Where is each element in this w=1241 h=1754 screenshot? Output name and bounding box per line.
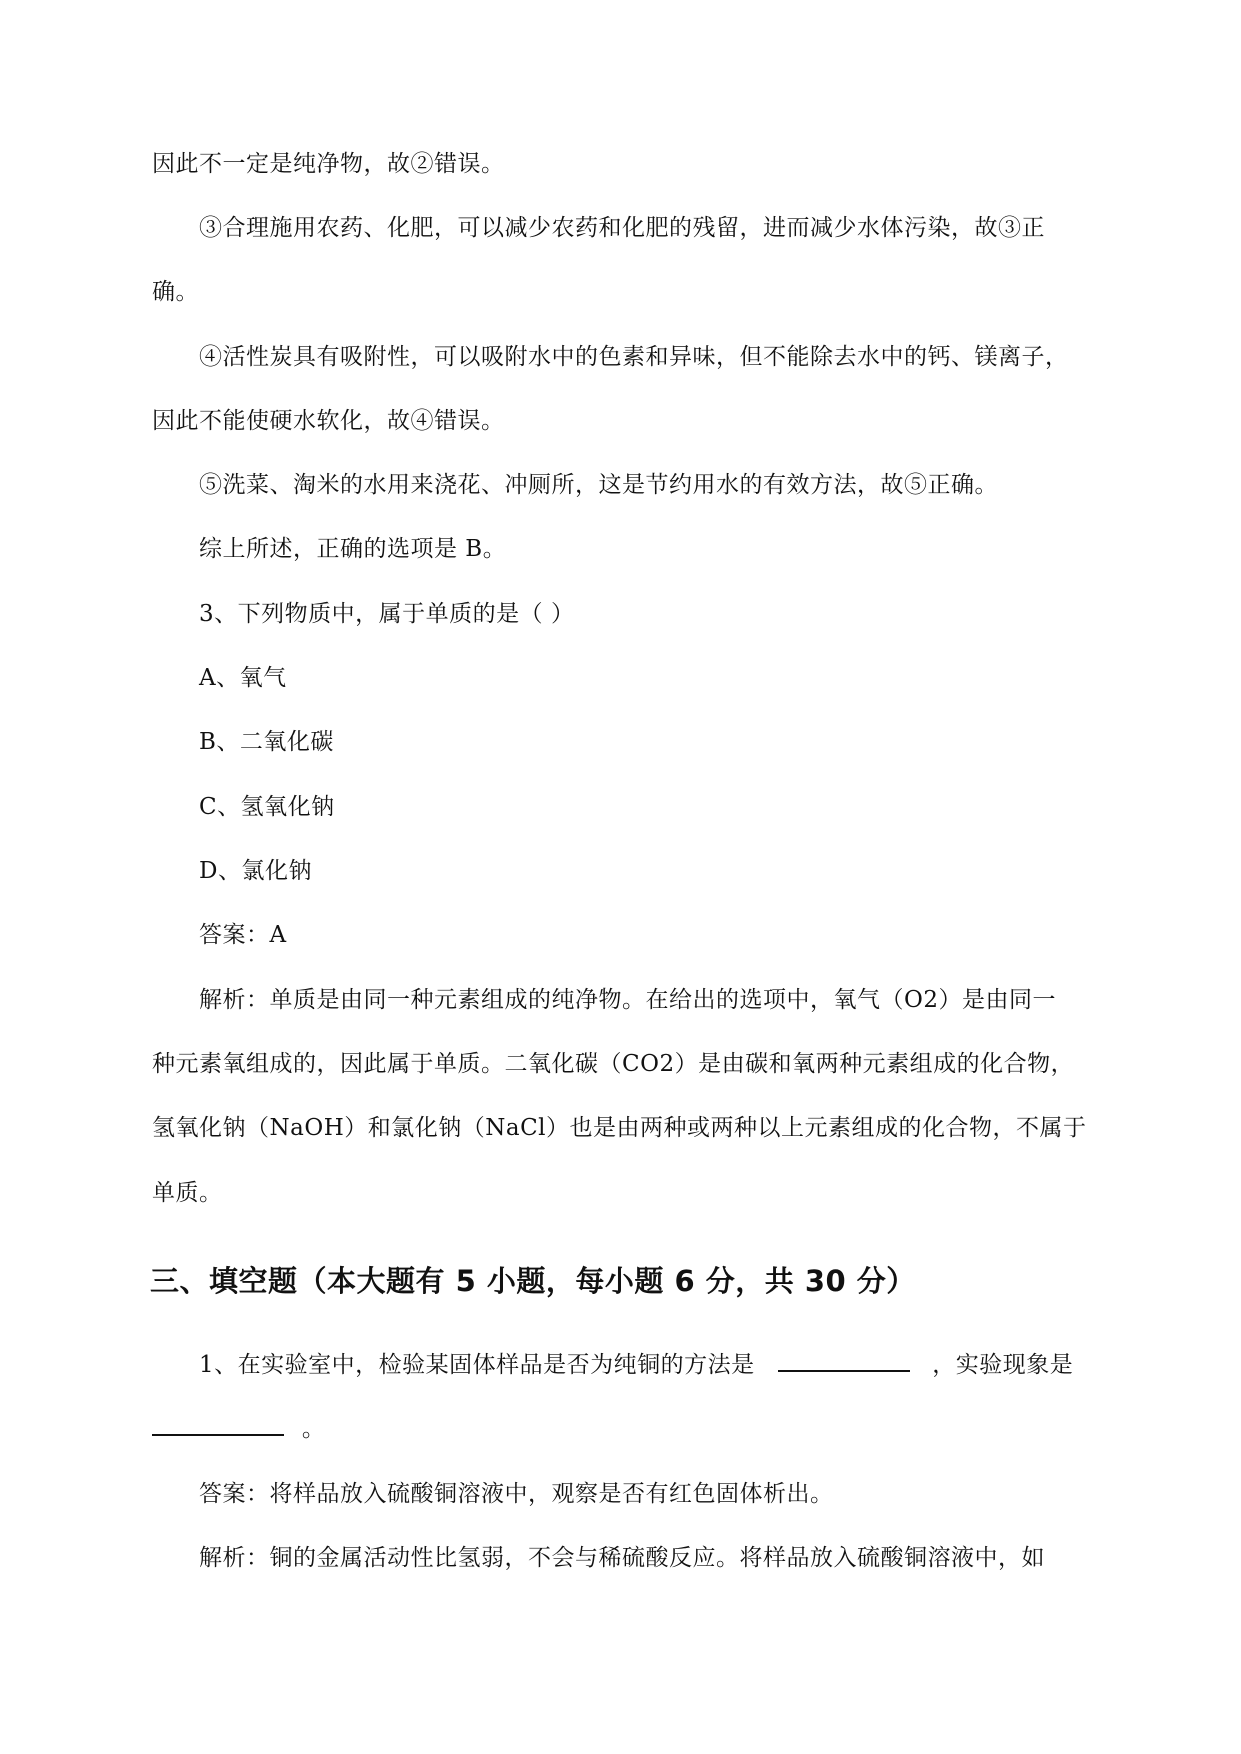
option-a: A、氧气 [199,665,287,691]
text-line: 因此不能使硬水软化，故④错误。 [152,408,505,434]
section-heading: 三、填空题（本大题有 5 小题，每小题 6 分，共 30 分） [150,1264,916,1298]
text-line: ④活性炭具有吸附性，可以吸附水中的色素和异味，但不能除去水中的钙、镁离子， [199,344,1069,370]
answer-blank [778,1350,910,1372]
explanation-line: 单质。 [152,1180,223,1206]
explanation-line: 解析：铜的金属活动性比氢弱，不会与稀硫酸反应。将样品放入硫酸铜溶液中，如 [199,1545,1045,1571]
text-line: ③合理施用农药、化肥，可以减少农药和化肥的残留，进而减少水体污染，故③正 [199,215,1045,241]
option-b: B、二氧化碳 [199,729,334,755]
question-text: 3、下列物质中，属于单质的是（ ） [199,601,575,627]
option-d: D、氯化钠 [199,858,312,884]
explanation-line: 解析：单质是由同一种元素组成的纯净物。在给出的选项中，氧气（O2）是由同一 [199,987,1056,1013]
text-line: ⑤洗菜、淘米的水用来浇花、冲厕所，这是节约用水的有效方法，故⑤正确。 [199,472,998,498]
option-c: C、氢氧化钠 [199,794,335,820]
answer-blank [152,1414,284,1436]
explanation-line: 种元素氧组成的，因此属于单质。二氧化碳（CO2）是由碳和氧两种元素组成的化合物， [152,1051,1075,1077]
text-line: 因此不一定是纯净物，故②错误。 [152,151,505,177]
fill-question-end: 。 [301,1416,326,1442]
fill-question-part2: ，实验现象是 [932,1352,1074,1378]
answer-line: 答案：将样品放入硫酸铜溶液中，观察是否有红色固体析出。 [199,1481,834,1507]
text-line: 综上所述，正确的选项是 B。 [199,536,507,562]
fill-question-part1: 1、在实验室中，检验某固体样品是否为纯铜的方法是 [199,1352,755,1378]
fill-question-cont [152,1413,325,1445]
explanation-line: 氢氧化钠（NaOH）和氯化钠（NaCl）也是由两种或两种以上元素组成的化合物，不属于 [152,1115,1087,1141]
answer-line: 答案：A [199,922,287,948]
text-line: 确。 [152,279,199,305]
fill-question [199,1349,1073,1381]
